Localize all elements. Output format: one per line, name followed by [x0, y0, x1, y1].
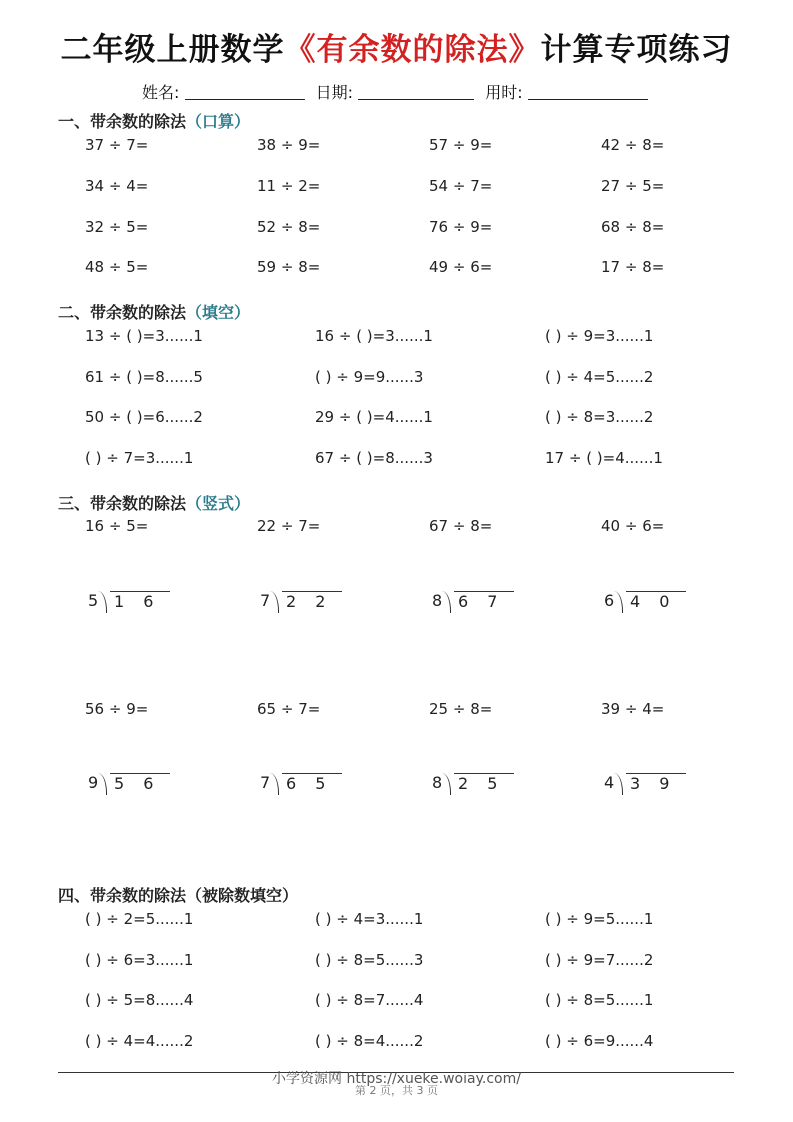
division-bracket: [442, 773, 451, 795]
footer-watermark: 小学资源网 https://xueke.woiay.com/: [272, 1071, 521, 1087]
division-bracket: [98, 773, 107, 795]
s2-problem: ( ) ÷ 8=3......2: [545, 408, 654, 426]
section-4-title: 四、带余数的除法: [58, 886, 187, 905]
s2-problem: 50 ÷ ( )=6......2: [85, 408, 203, 426]
page-title: [0, 24, 793, 69]
section-3-note: （竖式）: [186, 494, 251, 513]
s1-problem: 38 ÷ 9=: [257, 136, 321, 154]
title-highlight: 《有余数的除法》: [284, 32, 541, 68]
s4-problem: ( ) ÷ 4=3......1: [315, 910, 424, 928]
divisor: 9: [88, 773, 99, 792]
s2-problem: 67 ÷ ( )=8......3: [315, 449, 433, 467]
s1-problem: 17 ÷ 8=: [601, 258, 665, 276]
s2-problem: ( ) ÷ 9=9......3: [315, 368, 424, 386]
s4-problem: ( ) ÷ 5=8......4: [85, 991, 194, 1009]
title-prefix: 二年级上册数学: [60, 32, 285, 68]
s1-problem: 34 ÷ 4=: [85, 177, 149, 195]
division-bracket: [614, 773, 623, 795]
dividend: 6 5: [282, 773, 342, 794]
time-blank[interactable]: [528, 85, 648, 100]
s2-problem: ( ) ÷ 4=5......2: [545, 368, 654, 386]
divisor: 8: [432, 773, 443, 792]
s3-problem: 16 ÷ 5=: [85, 517, 149, 535]
s1-problem: 52 ÷ 8=: [257, 218, 321, 236]
time-label: 用时:: [485, 83, 523, 102]
s2-problem: 17 ÷ ( )=4......1: [545, 449, 663, 467]
section-3-title: 三、带余数的除法: [58, 494, 187, 513]
s3-problem: 67 ÷ 8=: [429, 517, 493, 535]
s4-problem: ( ) ÷ 8=7......4: [315, 991, 424, 1009]
s3-problem: 25 ÷ 8=: [429, 700, 493, 718]
dividend: 2 2: [282, 591, 342, 612]
s1-problem: 32 ÷ 5=: [85, 218, 149, 236]
s3-problem: 39 ÷ 4=: [601, 700, 665, 718]
divisor: 7: [260, 591, 271, 610]
dividend: 3 9: [626, 773, 686, 794]
dividend: 5 6: [110, 773, 170, 794]
dividend: 4 0: [626, 591, 686, 612]
s2-problem: 16 ÷ ( )=3......1: [315, 327, 433, 345]
dividend: 6 7: [454, 591, 514, 612]
dividend: 1 6: [110, 591, 170, 612]
s2-problem: 29 ÷ ( )=4......1: [315, 408, 433, 426]
page-number: 第 2 页，共 3 页: [355, 1084, 438, 1097]
section-2-heading: [58, 300, 250, 323]
s3-problem: 56 ÷ 9=: [85, 700, 149, 718]
s2-problem: 61 ÷ ( )=8......5: [85, 368, 203, 386]
divisor: 7: [260, 773, 271, 792]
s4-problem: ( ) ÷ 6=9......4: [545, 1032, 654, 1050]
s2-problem: ( ) ÷ 9=3......1: [545, 327, 654, 345]
s4-problem: ( ) ÷ 9=7......2: [545, 951, 654, 969]
s4-problem: ( ) ÷ 2=5......1: [85, 910, 194, 928]
s4-problem: ( ) ÷ 4=4......2: [85, 1032, 194, 1050]
s3-problem: 65 ÷ 7=: [257, 700, 321, 718]
s1-problem: 42 ÷ 8=: [601, 136, 665, 154]
dividend: 2 5: [454, 773, 514, 794]
section-1-note: （口算）: [186, 112, 251, 131]
division-bracket: [270, 773, 279, 795]
s3-problem: 22 ÷ 7=: [257, 517, 321, 535]
division-bracket: [442, 591, 451, 613]
name-blank[interactable]: [185, 85, 305, 100]
section-3-heading: [58, 491, 250, 514]
divisor: 6: [604, 591, 615, 610]
divisor: 5: [88, 591, 99, 610]
s1-problem: 57 ÷ 9=: [429, 136, 493, 154]
s1-problem: 76 ÷ 9=: [429, 218, 493, 236]
s4-problem: ( ) ÷ 8=5......3: [315, 951, 424, 969]
s2-problem: 13 ÷ ( )=3......1: [85, 327, 203, 345]
s1-problem: 11 ÷ 2=: [257, 177, 321, 195]
s1-problem: 49 ÷ 6=: [429, 258, 493, 276]
section-4-note: （被除数填空）: [186, 886, 299, 905]
title-suffix: 计算专项练习: [540, 32, 733, 68]
s1-problem: 54 ÷ 7=: [429, 177, 493, 195]
s1-problem: 37 ÷ 7=: [85, 136, 149, 154]
section-2-note: （填空）: [186, 303, 251, 322]
date-label: 日期:: [315, 83, 353, 102]
student-info-row: [142, 80, 648, 103]
s3-problem: 40 ÷ 6=: [601, 517, 665, 535]
section-2-title: 二、带余数的除法: [58, 303, 187, 322]
s1-problem: 27 ÷ 5=: [601, 177, 665, 195]
s1-problem: 48 ÷ 5=: [85, 258, 149, 276]
section-1-heading: [58, 109, 250, 132]
division-bracket: [98, 591, 107, 613]
division-bracket: [614, 591, 623, 613]
s1-problem: 68 ÷ 8=: [601, 218, 665, 236]
section-1-title: 一、带余数的除法: [58, 112, 187, 131]
date-blank[interactable]: [358, 85, 474, 100]
s4-problem: ( ) ÷ 8=4......2: [315, 1032, 424, 1050]
name-label: 姓名:: [142, 83, 180, 102]
section-4-heading: [58, 883, 298, 906]
s2-problem: ( ) ÷ 7=3......1: [85, 449, 194, 467]
s1-problem: 59 ÷ 8=: [257, 258, 321, 276]
divisor: 8: [432, 591, 443, 610]
s4-problem: ( ) ÷ 6=3......1: [85, 951, 194, 969]
divisor: 4: [604, 773, 615, 792]
s4-problem: ( ) ÷ 8=5......1: [545, 991, 654, 1009]
division-bracket: [270, 591, 279, 613]
s4-problem: ( ) ÷ 9=5......1: [545, 910, 654, 928]
